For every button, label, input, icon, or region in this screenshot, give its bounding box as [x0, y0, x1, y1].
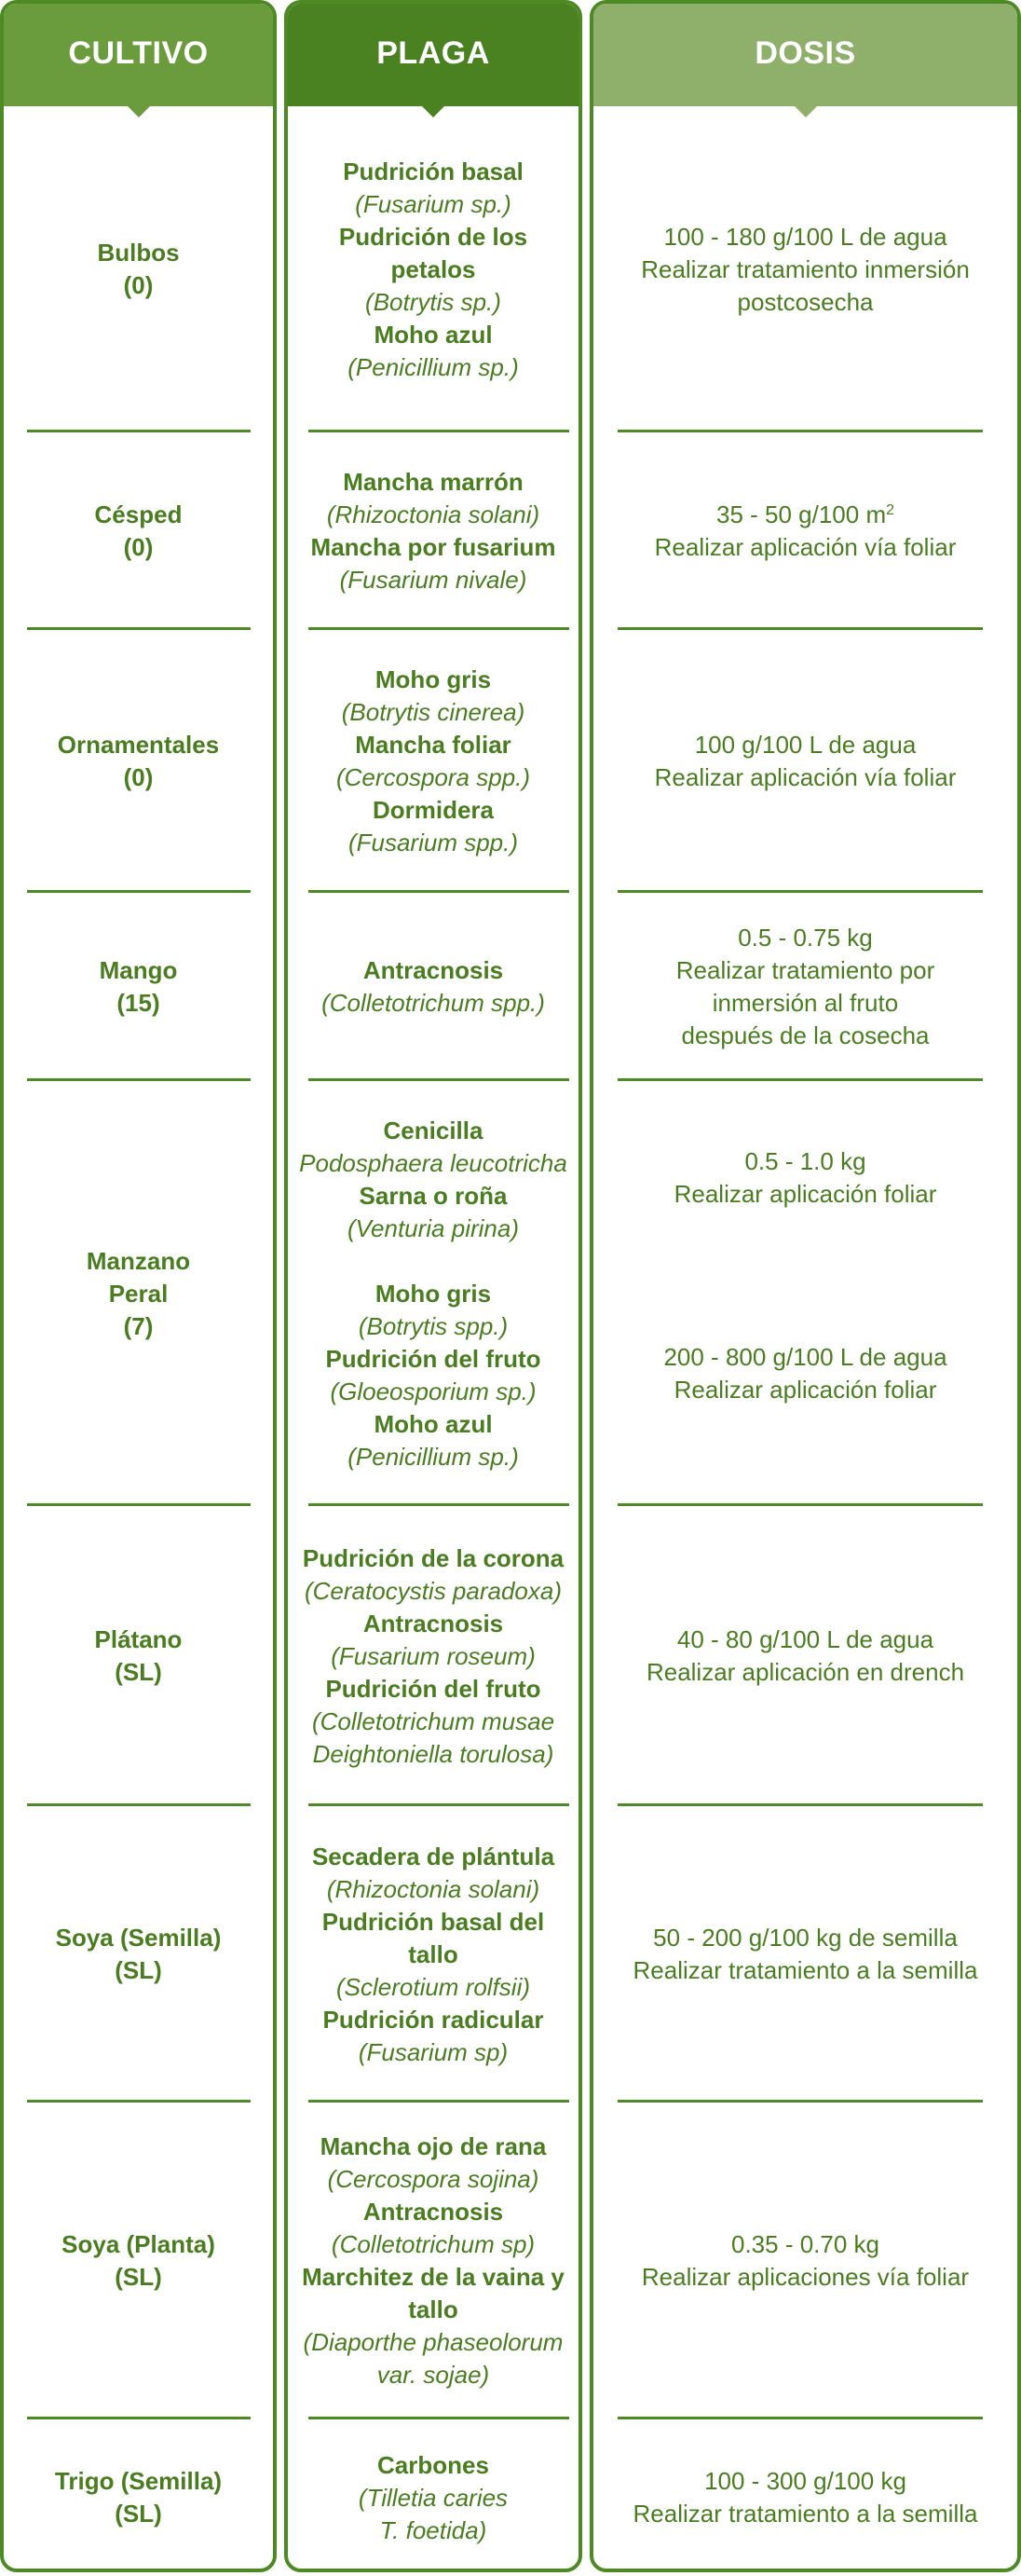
crop-name: Manzano — [86, 1246, 191, 1275]
pest-name: Antracnosis — [362, 2198, 504, 2226]
pest-scientific: (Tilletia caries — [358, 2483, 509, 2512]
dose-trigo-semilla — [593, 2419, 1017, 2572]
pest-name: Moho gris — [374, 665, 492, 693]
crop-interval: (15) — [116, 989, 160, 1017]
pest-scientific: (Botrytis cinerea) — [341, 698, 525, 726]
pest-name: Antracnosis — [362, 956, 504, 984]
crop-soya-planta — [4, 2103, 273, 2419]
pest-scientific: (Fusarium spp.) — [347, 829, 519, 856]
header-dosis — [593, 4, 1017, 106]
pest-scientific: (Diaporthe phaseolorum — [303, 2328, 564, 2356]
crop-name: Mango — [99, 956, 178, 984]
crop-interval: (7) — [123, 1311, 154, 1340]
pests-mango — [288, 893, 579, 1081]
pest-scientific: (Venturia pirina) — [347, 1213, 519, 1242]
crop-name: Ornamentales — [57, 731, 220, 759]
dose-bulbos — [593, 106, 1017, 432]
dose-manzano-peral — [593, 1081, 1017, 1506]
pest-name-2: tallo — [408, 1939, 458, 1968]
pest-scientific-2: var. sojae) — [376, 2361, 490, 2389]
dose-ornamentales — [593, 630, 1017, 893]
crop-interval: (0) — [123, 533, 154, 561]
pest-scientific: (Gloeosporium sp.) — [330, 1377, 537, 1405]
dose-instruction: Realizar aplicación vía foliar — [654, 533, 957, 561]
pests-soya-planta — [288, 2103, 579, 2419]
crop-name: Césped — [94, 500, 183, 528]
dose-instruction: Realizar tratamiento por — [675, 956, 935, 984]
pest-scientific: (Cercospora sojina) — [327, 2165, 539, 2193]
dose-instruction: Realizar aplicación foliar — [674, 1376, 937, 1404]
pest-name: Secadera de plántula — [311, 1842, 555, 1870]
pest-scientific: (Rhizoctonia solani) — [326, 1874, 540, 1903]
crop-name: Plátano — [94, 1625, 183, 1653]
pest-name: Pudrición radicular — [322, 2005, 544, 2034]
dose-rate: 100 - 180 g/100 L de agua — [663, 222, 947, 251]
pest-scientific: (Fusarium roseum) — [331, 1641, 536, 1670]
pests-ornamentales — [288, 630, 579, 893]
crop-ornamentales — [4, 630, 273, 893]
pest-name-2: tallo — [408, 2295, 458, 2323]
dose-instruction: Realizar aplicaciones vía foliar — [641, 2263, 970, 2291]
pests-cesped — [288, 432, 579, 630]
pest-name: Moho azul — [374, 1409, 493, 1438]
dose-rate: 50 - 200 g/100 kg de semilla — [653, 1924, 958, 1952]
pest-scientific: (Penicillium sp.) — [347, 352, 519, 381]
dose-instruction: Realizar tratamiento inmersión — [641, 254, 970, 283]
dose-rate-exponent: 2 — [886, 502, 895, 518]
pest-scientific: (Colletotrichum sp) — [331, 2230, 536, 2258]
pest-scientific: (Colletotrichum spp.) — [321, 989, 545, 1017]
pest-name: Mancha ojo de rana — [320, 2132, 547, 2160]
pest-name: Mancha marrón — [343, 468, 524, 496]
header-plaga-label: PLAGA — [376, 34, 490, 71]
dose-instruction-2: inmersión al fruto — [712, 989, 899, 1017]
pest-name: Mancha por fusarium — [310, 533, 556, 561]
pest-scientific: (Sclerotium rolfsii) — [335, 1972, 531, 2001]
pest-scientific-2: Deightoniella torulosa) — [312, 1739, 554, 1768]
dose-platano — [593, 1506, 1017, 1806]
crop-interval: (0) — [123, 763, 154, 791]
dose-cesped — [593, 432, 1017, 630]
column-dosis — [590, 0, 1021, 2572]
pest-name: Pudrición de la corona — [302, 1543, 565, 1572]
dose-instruction: Realizar aplicación en drench — [646, 1658, 965, 1686]
pest-scientific: Podosphaera leucotricha — [299, 1148, 567, 1177]
pest-scientific-2: T. foetida) — [379, 2515, 487, 2544]
dose-rate: 40 - 80 g/100 L de agua — [676, 1625, 934, 1653]
crop-name-2: Peral — [108, 1279, 169, 1308]
header-plaga — [288, 4, 579, 106]
crop-bulbos — [4, 106, 273, 432]
pest-scientific: (Botrytis sp.) — [365, 287, 501, 316]
pest-name: Dormidera — [372, 796, 495, 824]
column-plaga — [284, 0, 582, 2572]
crop-name: Soya (Semilla) — [55, 1924, 222, 1952]
pest-name: Antracnosis — [362, 1609, 504, 1637]
pest-name: Marchitez de la vaina y — [302, 2263, 565, 2291]
pests-manzano-peral — [288, 1081, 579, 1506]
pest-scientific: (Cercospora spp.) — [335, 763, 531, 791]
dose-soya-planta — [593, 2103, 1017, 2419]
dose-instruction: Realizar aplicación foliar — [674, 1180, 937, 1208]
pest-name: Pudrición basal — [343, 157, 524, 185]
dose-rate: 100 - 300 g/100 kg — [704, 2467, 906, 2495]
crop-mango — [4, 893, 273, 1081]
dose-rate: 100 g/100 L de agua — [694, 731, 917, 759]
pests-bulbos — [288, 106, 579, 432]
dose-soya-semilla — [593, 1806, 1017, 2103]
pest-name: Moho azul — [374, 320, 493, 349]
pest-scientific: (Fusarium sp.) — [355, 189, 511, 218]
pest-name: Pudrición de los — [338, 222, 528, 251]
crop-name: Trigo (Semilla) — [54, 2467, 223, 2495]
crop-platano — [4, 1506, 273, 1806]
pest-name: Pudrición basal del — [321, 1907, 545, 1936]
pest-scientific: (Colletotrichum musae — [311, 1706, 555, 1735]
pest-name: Sarna o roña — [359, 1181, 508, 1210]
pest-scientific: (Penicillium sp.) — [347, 1442, 519, 1471]
dose-rate — [716, 499, 894, 531]
pest-scientific: (Rhizoctonia solani) — [326, 500, 540, 528]
dose-instruction: Realizar tratamiento a la semilla — [633, 1956, 978, 1984]
crop-interval: (0) — [123, 271, 154, 299]
pest-name: Moho gris — [374, 1279, 492, 1308]
dose-rate: 0.35 - 0.70 kg — [731, 2230, 879, 2258]
crop-manzano-peral — [4, 1081, 273, 1506]
dose-rate: 0.5 - 1.0 kg — [744, 1147, 866, 1175]
dose-mango — [593, 893, 1017, 1081]
pest-name: Carbones — [377, 2450, 489, 2479]
crop-interval: (SL) — [115, 2500, 162, 2528]
crop-soya-semilla — [4, 1806, 273, 2103]
crop-name: Bulbos — [97, 239, 180, 267]
crop-cesped — [4, 432, 273, 630]
crop-trigo-semilla — [4, 2419, 273, 2572]
dose-instruction: Realizar tratamiento a la semilla — [633, 2500, 978, 2528]
dose-rate: 200 - 800 g/100 L de agua — [663, 1343, 947, 1371]
dose-instruction-3: después de la cosecha — [681, 1021, 930, 1049]
pest-scientific: (Ceratocystis paradoxa) — [305, 1576, 562, 1605]
header-dosis-label: DOSIS — [755, 34, 856, 71]
pest-scientific: (Fusarium sp) — [358, 2037, 509, 2066]
header-cultivo-label: CULTIVO — [68, 34, 209, 71]
crop-interval: (SL) — [115, 1658, 162, 1686]
crop-interval: (SL) — [115, 2263, 162, 2291]
pest-scientific: (Botrytis spp.) — [358, 1311, 509, 1340]
dose-rate-value: 35 - 50 g/100 m — [715, 500, 887, 528]
pest-name: Pudrición del fruto — [325, 1344, 541, 1373]
pest-name: Cenicilla — [383, 1116, 483, 1144]
pest-scientific: (Fusarium nivale) — [339, 566, 527, 594]
pest-name-2: petalos — [390, 254, 476, 283]
header-cultivo — [4, 4, 273, 106]
pest-name: Mancha foliar — [355, 731, 511, 759]
pests-soya-semilla — [288, 1806, 579, 2103]
dose-instruction: Realizar aplicación vía foliar — [654, 763, 957, 791]
pests-trigo-semilla — [288, 2419, 579, 2572]
dose-instruction-2: postcosecha — [737, 287, 874, 316]
dose-rate: 0.5 - 0.75 kg — [738, 924, 873, 952]
pest-name: Pudrición del fruto — [325, 1674, 541, 1703]
crop-name: Soya (Planta) — [61, 2230, 215, 2258]
column-cultivo — [0, 0, 277, 2572]
crop-interval: (SL) — [115, 1956, 162, 1984]
pests-platano — [288, 1506, 579, 1806]
